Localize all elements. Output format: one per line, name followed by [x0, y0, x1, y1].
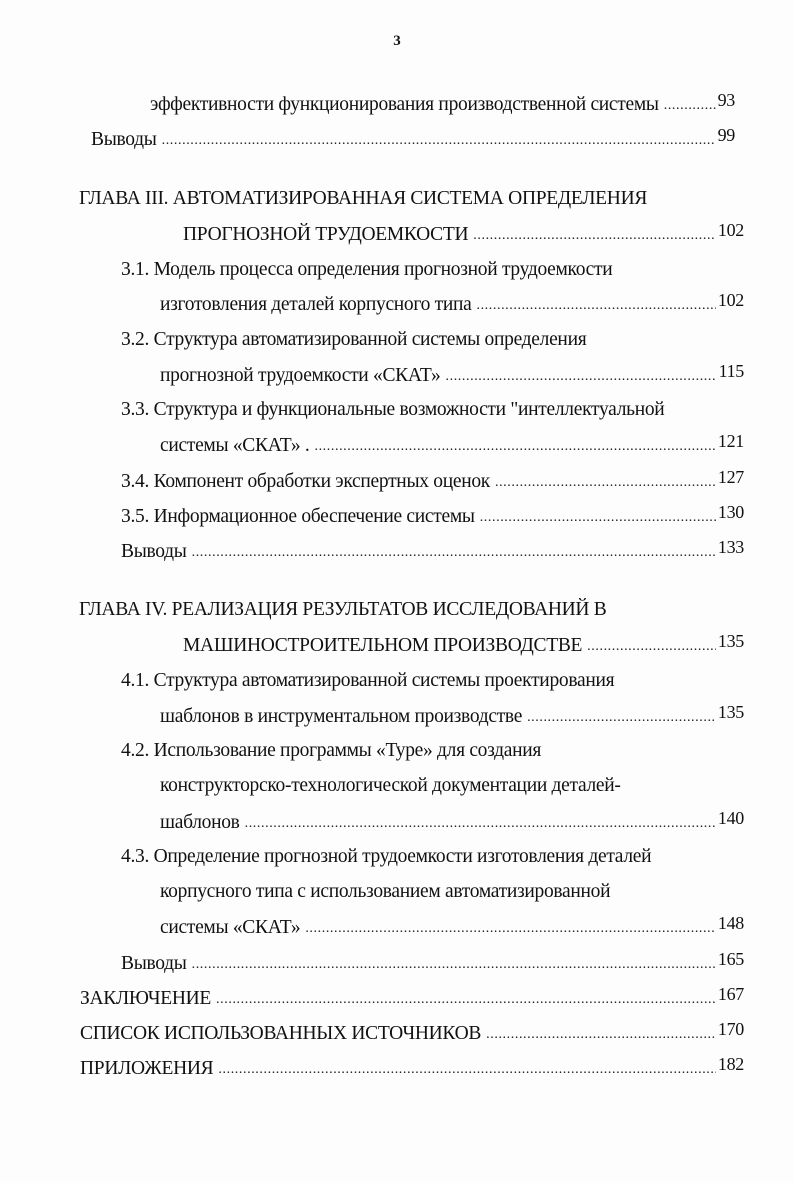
dot-leader: [192, 951, 716, 977]
toc-entry-text: прогнозной трудоемкости «СКАТ»: [160, 365, 441, 386]
toc-section-3-2-line-1[interactable]: 3.2. Структура автоматизированной системы определения: [121, 329, 587, 350]
toc-page-number: 99: [717, 125, 735, 145]
toc-entry-text: Выводы: [121, 953, 187, 974]
toc-entry-continuation[interactable]: [150, 92, 735, 119]
dot-leader: [473, 222, 716, 248]
dot-leader: [218, 1056, 716, 1082]
toc-page-number: 167: [717, 984, 744, 1004]
toc-entry-section-4-3[interactable]: [160, 915, 744, 942]
toc-page-number: 115: [718, 361, 744, 381]
toc-page-number: 140: [717, 808, 744, 828]
toc-section-4-3-line-1[interactable]: 4.3. Определение прогнозной трудоемкости изготовления деталей: [121, 846, 652, 867]
dot-leader: [245, 810, 716, 836]
toc-chapter-4-title-line-1[interactable]: ГЛАВА IV. РЕАЛИЗАЦИЯ РЕЗУЛЬТАТОВ ИССЛЕДОВАНИЙ В: [79, 599, 607, 620]
toc-entry-conclusions-3[interactable]: [121, 539, 744, 566]
toc-page-number: 93: [717, 90, 735, 110]
toc-entry-section-4-1[interactable]: [160, 704, 744, 731]
toc-entry-text: эффективности функционирования производственной системы: [150, 94, 659, 115]
toc-page-number: 170: [717, 1019, 744, 1039]
toc-section-4-2-line-1[interactable]: 4.2. Использование программы «Type» для создания: [121, 740, 542, 761]
toc-entry-chapter-3[interactable]: [183, 222, 744, 249]
toc-page-number: 148: [717, 913, 744, 933]
toc-section-4-2-line-2[interactable]: конструкторско-технологической документации деталей-: [160, 775, 621, 796]
toc-entry-chapter-4[interactable]: [183, 633, 744, 660]
dot-leader: [162, 127, 716, 153]
toc-page-number: 130: [717, 502, 744, 522]
dot-leader: [480, 504, 716, 530]
dot-leader: [476, 292, 715, 318]
toc-entry-text: СПИСОК ИСПОЛЬЗОВАННЫХ ИСТОЧНИКОВ: [80, 1023, 482, 1044]
toc-chapter-3-title-line-1[interactable]: ГЛАВА III. АВТОМАТИЗИРОВАННАЯ СИСТЕМА ОПРЕДЕЛЕНИЯ: [79, 188, 648, 209]
toc-entry-text: 3.5. Информационное обеспечение системы: [121, 506, 475, 527]
toc-section-4-1-line-1[interactable]: 4.1. Структура автоматизированной системы проектирования: [121, 670, 615, 691]
toc-entry-references[interactable]: [80, 1021, 744, 1048]
toc-section-4-3-line-2[interactable]: корпусного типа с использованием автоматизированной: [160, 881, 611, 902]
toc-entry-text: ПРИЛОЖЕНИЯ: [80, 1058, 214, 1079]
toc-entry-section-3-1[interactable]: [160, 292, 744, 319]
toc-page-number: 102: [717, 220, 744, 240]
toc-page-number: 133: [717, 537, 744, 557]
toc-entry-text: системы «СКАТ»: [160, 917, 301, 938]
toc-page-number: 102: [717, 290, 744, 310]
toc-page-number: 127: [717, 467, 744, 487]
toc-entry-section-3-3[interactable]: [160, 433, 744, 460]
toc-entry-text: шаблонов в инструментальном производстве: [160, 706, 523, 727]
dot-leader: [486, 1021, 716, 1047]
dot-leader: [192, 539, 716, 565]
toc-entry-text: МАШИНОСТРОИТЕЛЬНОМ ПРОИЗВОДСТВЕ: [183, 635, 583, 656]
toc-entry-section-4-2[interactable]: [160, 810, 744, 837]
toc-entry-conclusions-4[interactable]: [121, 951, 744, 978]
page-number: 3: [393, 33, 401, 49]
toc-entry-conclusion[interactable]: [80, 986, 744, 1013]
dot-leader: [587, 633, 716, 659]
toc-page-number: 135: [717, 631, 744, 651]
toc-entry-text: ЗАКЛЮЧЕНИЕ: [80, 988, 212, 1009]
toc-entry-text: изготовления деталей корпусного типа: [160, 294, 472, 315]
toc-entry-section-3-5[interactable]: [121, 504, 744, 531]
toc-page-number: 165: [717, 949, 744, 969]
dot-leader: [446, 363, 717, 389]
dot-leader: [216, 986, 716, 1012]
toc-entry-text: системы «СКАТ» .: [160, 435, 310, 456]
toc-entry-text: Выводы: [121, 541, 187, 562]
toc-entry-text: шаблонов: [160, 812, 240, 833]
toc-entry-text: 3.4. Компонент обработки экспертных оценок: [121, 471, 490, 492]
toc-section-3-1-line-1[interactable]: 3.1. Модель процесса определения прогнозной трудоемкости: [121, 259, 613, 280]
dot-leader: [664, 92, 716, 118]
dot-leader: [305, 915, 716, 941]
toc-entry-section-3-4[interactable]: [121, 469, 744, 496]
toc-entry-appendices[interactable]: [80, 1056, 744, 1083]
toc-entry-conclusions-2[interactable]: [91, 127, 735, 154]
toc-page-number: 182: [717, 1054, 744, 1074]
toc-page-number: 121: [717, 431, 744, 451]
toc-entry-section-3-2[interactable]: [160, 363, 744, 390]
dot-leader: [527, 704, 716, 730]
toc-entry-text: ПРОГНОЗНОЙ ТРУДОЕМКОСТИ: [183, 224, 469, 245]
toc-page-number: 135: [717, 702, 744, 722]
toc-entry-text: Выводы: [91, 129, 157, 150]
toc-section-3-3-line-1[interactable]: 3.3. Структура и функциональные возможности "интеллектуальной: [121, 399, 665, 420]
dot-leader: [495, 469, 716, 495]
dot-leader: [314, 433, 715, 459]
